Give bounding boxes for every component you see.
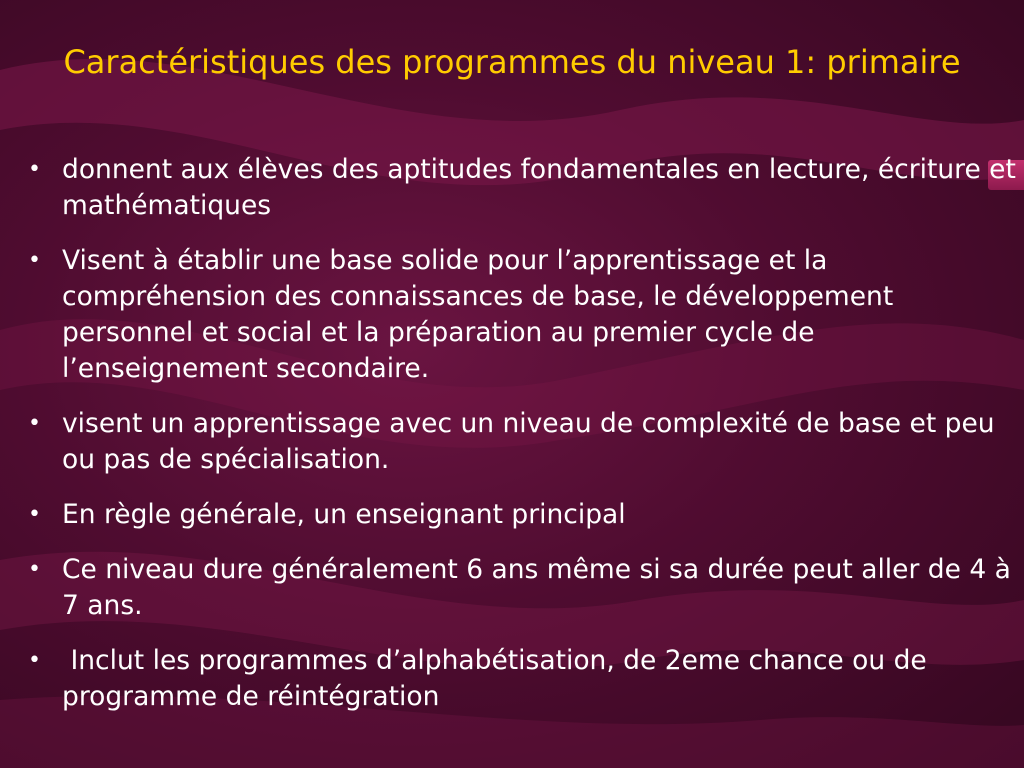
bullet-text: visent un apprentissage avec un niveau de complexité de base et peu ou pas de spécialisation. bbox=[62, 408, 995, 475]
bullet-text: donnent aux élèves des aptitudes fondamentales en lecture, écriture et mathématiques bbox=[62, 154, 1016, 221]
bullet-item bbox=[26, 497, 1018, 533]
bullet-icon: • bbox=[28, 411, 41, 436]
bullet-item bbox=[26, 406, 1018, 478]
slide-title: Caractéristiques des programmes du niveau 1: primaire bbox=[63, 43, 961, 81]
bullet-icon: • bbox=[28, 502, 41, 527]
bullet-item bbox=[26, 643, 1018, 715]
bullet-icon: • bbox=[28, 648, 41, 673]
bullet-list bbox=[26, 152, 1018, 734]
bullet-text: En règle générale, un enseignant principal bbox=[62, 499, 626, 530]
bullet-text: Visent à établir une base solide pour l’apprentissage et la compréhension des connaissances de base, le développement personnel et social et la préparation au premier cycle de l’enseignement secondaire. bbox=[62, 245, 894, 384]
bullet-text: Ce niveau dure généralement 6 ans même si sa durée peut aller de 4 à 7 ans. bbox=[62, 554, 1011, 621]
bullet-item bbox=[26, 243, 1018, 387]
bullet-icon: • bbox=[28, 157, 41, 182]
bullet-icon: • bbox=[28, 248, 41, 273]
bullet-item bbox=[26, 152, 1018, 224]
bullet-item bbox=[26, 552, 1018, 624]
bullet-text: Inclut les programmes d’alphabétisation, de 2eme chance ou de programme de réintégration bbox=[62, 645, 936, 712]
bullet-icon: • bbox=[28, 557, 41, 582]
